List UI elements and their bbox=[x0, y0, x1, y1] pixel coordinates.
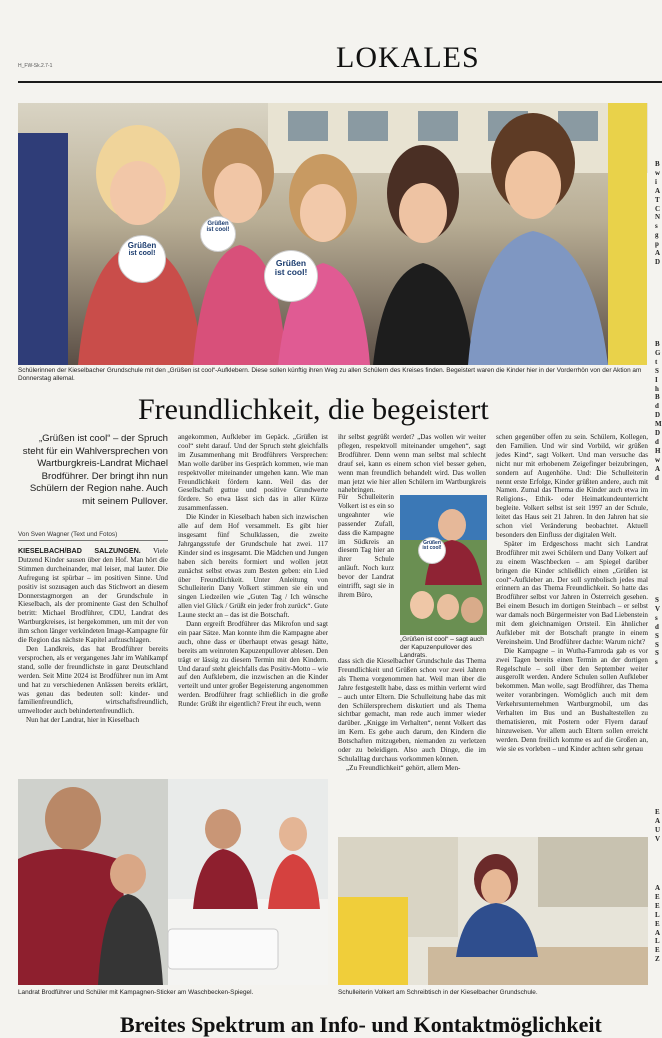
article-paragraph: Den Landkreis, das hat Brodführer bereits versprochen, als er vergangenes Jahr im Wahlkampf stand, solle der freundlichste in ganz Deutschland werden. Seit Mitte 2024 ist Brodführer nun im Amt und hat zu verschiedenen Anlässen bereits erklärt, was genau das bedeuten soll: kinder- und familienfreundlich, wirtschaftsfreundlich, umweltoder auch behindertenfreundlich. bbox=[18, 644, 168, 716]
dateline: KIESELBACH/BAD SALZUNGEN. bbox=[18, 547, 141, 555]
margin-snippet-2: B G t S I h B d D M D d H w A d bbox=[655, 340, 662, 482]
article-paragraph: Die Kinder in Kieselbach haben sich inzwischen alle auf dem Hof versammelt. Es gibt hier insgesamt fünf Schulklassen, die zweite Jahrgangsstufe der Grundschule hat zwei. 117 Kinder sind es insgesamt. Die Mädchen und Jungen haben sich bereits formiert und wollen jetzt zunächst selbst etwas zum Besten geben: ein Lied über Freundlichkeit. Unter Anleitung von Schulleiterin Dany Volkert stimmen sie ein und singen Liedzeilen wie „Guten Tag / Ich wünsche allen viel Glück / Grüßt ein jeder froh zurück“. Gute Laune steckt an – das ist die Botschaft. bbox=[178, 513, 328, 620]
header-rule bbox=[18, 81, 662, 83]
margin-snippet-3: S V s d S S S s bbox=[655, 596, 661, 667]
bottom-left-photo bbox=[18, 779, 328, 985]
sticker-badge: Grüßen ist cool! bbox=[200, 216, 236, 252]
article-intro: „Grüßen ist cool“ – der Spruch steht für ein Wahlversprechen von Wartburgkreis-Landrat Michael Brodführer. Der bringt ihn nun Schülern der Region nahe. Auch mit seinem Pullover. bbox=[22, 433, 168, 507]
article-byline: Von Sven Wagner (Text und Fotos) bbox=[18, 531, 118, 538]
next-article-strip bbox=[0, 1004, 662, 1037]
inset-photo bbox=[400, 495, 487, 635]
article-column-1 bbox=[18, 547, 168, 725]
article-paragraph: ihr selbst gegrüßt werdet? „Das wollen wir weiter pflegen, respektvoll miteinander umgehen“, sagt Brodführer. Denn wenn man selbst mal schlecht drauf sei, kann es einem schon viel besser gehen, wenn man freundlich behandelt wird. Das wollen man jetzt wie hier allen Schülern im Wartburgkreis nahebringen. bbox=[338, 433, 486, 495]
bottom-left-photo-illustration bbox=[18, 779, 328, 985]
ressort-title: LOKALES bbox=[336, 41, 480, 74]
sticker-badge: Grüßen ist cool! bbox=[418, 537, 446, 564]
article-paragraph: angekommen, Aufkleber im Gepäck. „Grüßen ist cool“ steht darauf. Und der Spruch steht gleichfalls im Zusammenhang mit Brodführers Versprechen: Man wolle darüber ins Gespräch kommen, wie man respektvoller miteinander umgehen kann. Wie man Freundlichkeit fördern kann. Weil das der Gesellschaft guttue und positive Grundwerte fördere. So etwa lässt sich das in aller Kürze zusammenfassen. bbox=[178, 433, 328, 513]
article-column-2 bbox=[178, 433, 328, 709]
bottom-right-photo bbox=[338, 837, 648, 985]
bottom-left-caption: Landrat Brodführer und Schüler mit Kampagnen-Sticker am Waschbecken-Spiegel. bbox=[18, 989, 254, 996]
top-photo bbox=[18, 103, 647, 365]
top-photo-illustration bbox=[18, 103, 647, 365]
sticker-badge: Grüßen ist cool! bbox=[264, 250, 318, 302]
article-column-4 bbox=[496, 433, 648, 805]
article-paragraph: Dann ergreift Brodführer das Mikrofon und sagt ein paar Sätze. Man konnte ihm die Kampagne aber auch, ohne dass er überhaupt etwas gesagt hätte, bereits am weinroten Kapuzenpullover ablesen. Den trägt er lässig zu diesem Termin mit den Kindern. Und darauf steht gleichfalls das Positiv-Motto – wie auf den Aufklebern, die inzwischen an die Kinder verteilt und unter großer Begeisterung angenommen werden. Brodführer fragt schließlich in die große Runde: Grüßt ihr eigentlich? Freut ihr euch, wenn bbox=[178, 620, 328, 709]
article-paragraph: Für Schulleiterin Volkert ist es ein so ungeahnter wie passender Zufall, dass die Kampagne im Südkreis an diesem Tag hier an ihrer Schule anläuft. Noch kurz bevor der Landrat eintrifft, sagt sie in ihrem Büro, bbox=[338, 493, 394, 599]
article-paragraph: „Zu Freundlichkeit“ gehört, allem Men- bbox=[346, 763, 461, 772]
margin-snippet-4: E A U V bbox=[655, 808, 661, 843]
byline-rule bbox=[18, 540, 168, 541]
sticker-badge: Grüßen ist cool! bbox=[118, 235, 166, 283]
article-paragraph: dass sich die Kieselbacher Grundschule das Thema Freundlichkeit und Grüßen schon vor zwei Jahren als Thema vorgenommen hat. Weil man über die Jahre festgestellt habe, dass es mithin verlernt wird – auch unter Eltern. Die Schulleitung habe das mit den Schülersprechern diskutiert und als Thema sichtbar gemacht, man rede auch immer wieder darüber. „Knigge im Verhalten“, nennt Volkert das im Kern. Es gehe auch darum, den Kindern die Botschaften mitzugeben, niemanden zu verletzen oder zu beleidigen. Also auch Dinge, die im Schulalltag durchaus vorkommen können. bbox=[338, 657, 486, 763]
article-column-3-narrow bbox=[338, 493, 394, 600]
article-paragraph: KIESELBACH/BAD SALZUNGEN. Viele Dutzend Kinder sausen über den Hof. Man hört die Stimmen durcheinander, mal leiser, mal lauter. Die Aufregung ist spürbar – im positiven Sinne. Und positiv ist sozusagen auch das Stichwort an diesem Donnerstagmorgen an der Grundschule in Kieselbach, als der prominente Gast den Schulhof betritt: Michael Brodführer, CDU, Landrat des Wartburgkreises, ist hergekommen, um mit der von ihm schon länger verkündeten Image-Kampagne für die Region das nächste Kapitel aufzuschlagen. bbox=[18, 547, 168, 645]
article-column-3-bottom bbox=[338, 657, 486, 773]
bottom-right-photo-illustration bbox=[338, 837, 648, 985]
article-column-3-top bbox=[338, 433, 486, 495]
article-paragraph: Nun hat der Landrat, hier in Kieselbach bbox=[26, 716, 140, 725]
top-photo-caption: Schülerinnen der Kieselbacher Grundschule mit den „Grüßen ist cool“-Aufklebern. Diese sollen künftig ihren Weg zu allen Schülern des Kreises finden. Begeistert waren die Kinder hier in der Vorderrhön von der Aktion am Donnerstag allemal. bbox=[18, 367, 642, 383]
margin-snippet-5: A E E L E A L E Z bbox=[655, 884, 661, 964]
margin-snippet-1: B w i A T C N s g p A D bbox=[655, 160, 661, 266]
article-paragraph: schen gegenüber offen zu sein. Schülern, Kollegen, den Familien. Und wir sind Vorbild, wir grüßen jedes Kind“, sagt Volkert. Und man versuche das nicht nur mit erhobenem Zeigefinger beizubringen, sondern auf Augenhöhe. Und: Die Schulleiterin nennt erste Erfolge, Kinder grüßten andere, auch mit Namen. Zumal das Thema die Kinder auch etwa im Religions-, Ethik- oder Heimatkundeunterricht begleite. Volkert selbst ist seit 1997 an der Schule, leitet das Haus seit 21 Jahren. In den Jahren hat sie schon viel Veränderung beobachtet. Aktuell besonders den Einfluss der digitalen Welt. bbox=[496, 433, 648, 539]
bottom-right-caption: Schulleiterin Volkert am Schreibtisch in der Kieselbacher Grundschule. bbox=[338, 989, 538, 996]
article-paragraph: Später im Erdgeschoss macht sich Landrat Brodführer mit zwei Schülern und Dany Volkert auf zu einem Waschbecken – am Spiegel darüber bringen die Kinder schließlich einen „Grüßen ist cool“-Aufkleber an. Der soll symbolisch jedes mal erinnern an das Thema Freundlichkeit. So hatte das Brodführer selbst vor Jahren in Österreich gesehen. Bei einem Besuch im dortigen Steinbach – er selbst war damals noch Bürgermeister von Bad Liebenstein mit dem gleichnamigen Ortsteil. Ein ähnlicher Aufkleber mit der Botschaft prangte in einem Vereinsheim. Und Brodführer dachte: Warum nicht? bbox=[496, 539, 648, 646]
page-code: H_FW-Sk.2.7-1 bbox=[18, 63, 53, 69]
inset-photo-illustration bbox=[400, 495, 487, 635]
next-article-headline: Breites Spektrum an Info- und Kontaktmöglichkeit bbox=[120, 1012, 602, 1037]
article-headline: Freundlichkeit, die begeistert bbox=[138, 393, 489, 426]
article-paragraph: Die Kampagne – in Wutha-Farnroda gab es vor zwei Tagen bereits einen Termin an der dortigen Regelschule – soll über den September weiter ausgerollt werden. Andere Schulen sollen Aufkleber bekommen. Man wolle, sagt Brodführer, das Thema weiter voranbringen. Womöglich auch mit dem Verkehrsunternehmen Wartburgmobil, um das Verhalten im Bus und an Bushaltestellen zu thematisieren, mit Postern oder Flyern darauf hinzuweisen. Vor allem auch Eltern sollen erreicht werden. Denn freilich komme es auf die Großen an, wie sie es vorleben – und Kinder achten sehr genau bbox=[496, 646, 648, 753]
inset-photo-caption: „Grüßen ist cool“ – sagt auch der Kapuzenpullover des Landrats. bbox=[400, 636, 484, 659]
